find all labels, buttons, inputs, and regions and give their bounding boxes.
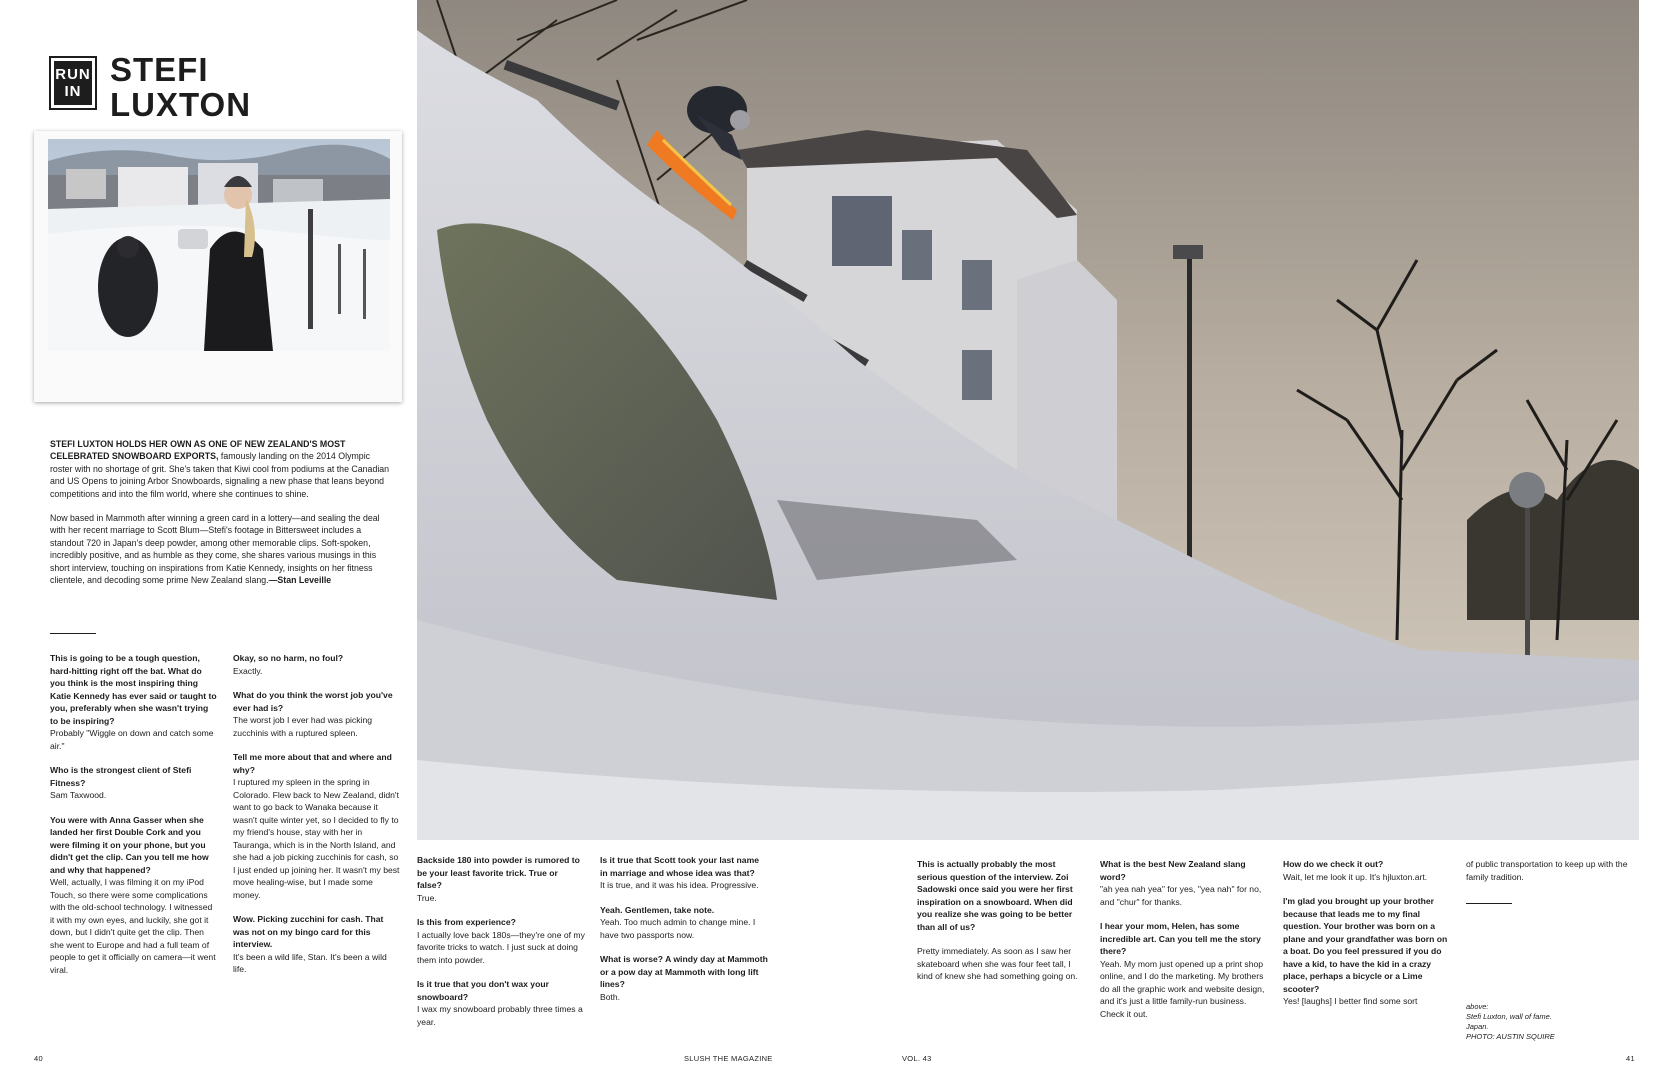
intro-paragraph-1	[50, 438, 390, 500]
title-line-1: STEFI	[110, 51, 209, 88]
question: What is worse? A windy day at Mammoth or a pow day at Mammoth with long lift lines?	[600, 954, 768, 989]
question: This is going to be a tough question, hard-hitting right off the bat. What do you think is the most inspiring thing Katie Kennedy has ever said or taught to you, preferably when she wasn't trying to be inspiring?	[50, 653, 217, 726]
qa-item	[233, 913, 401, 976]
magazine-name: SLUSH THE MAGAZINE	[684, 1054, 773, 1063]
hero-photo	[417, 0, 1639, 840]
caption-line-4: PHOTO: AUSTIN SQUIRE	[1466, 1032, 1555, 1041]
qa-item	[417, 916, 585, 966]
caption-line-1: above:	[1466, 1002, 1489, 1011]
answer: I actually love back 180s—they're one of my favorite tricks to watch. I just suck at doing them into powder.	[417, 929, 585, 965]
answer: I ruptured my spleen in the spring in Colorado. Flew back to New Zealand, didn't want to go back to Wanaka because it wasn't quite winter yet, so I decided to fly to my friend's house, stay with her in Tauranga, which is in the North Island, and she had a job picking zucchinis for cash, so I just ended up joining her. It wasn't my best move healing-wise, but I made some money.	[233, 777, 400, 900]
intro-paragraph-2	[50, 512, 390, 586]
page-number-right: 41	[1626, 1054, 1635, 1063]
divider	[1466, 903, 1512, 904]
question: Backside 180 into powder is rumored to be your least favorite trick. True or false?	[417, 855, 580, 890]
qa-item	[1283, 895, 1451, 1008]
question: Okay, so no harm, no foul?	[233, 653, 344, 663]
answer: True.	[417, 892, 437, 903]
logo-bottom: IN	[64, 83, 82, 100]
polaroid	[34, 131, 402, 402]
question: Tell me more about that and where and why?	[233, 752, 392, 775]
logo-top: RUN	[55, 66, 91, 83]
question: Is it true that Scott took your last name in marriage and whose idea was that?	[600, 855, 760, 878]
qa-item	[233, 751, 401, 901]
answer: I wax my snowboard probably three times a year.	[417, 1004, 583, 1027]
qa-column-3	[417, 854, 585, 1040]
volume-number: VOL. 43	[902, 1054, 932, 1063]
answer: Wait, let me look it up. It's hjluxton.art.	[1283, 871, 1428, 882]
answer: Probably "Wiggle on down and catch some air."	[50, 728, 214, 751]
qa-item	[1466, 858, 1636, 883]
answer: Pretty immediately. As soon as I saw her skateboard when she was four feet tall, I kind of knew she had something going on.	[917, 946, 1078, 981]
qa-column-7	[1283, 858, 1451, 1020]
qa-item	[600, 904, 768, 942]
answer: Exactly.	[233, 665, 263, 676]
page-number-left: 40	[34, 1054, 43, 1063]
qa-column-6	[1100, 858, 1268, 1032]
qa-item	[233, 652, 401, 677]
qa-item	[917, 858, 1085, 983]
question: You were with Anna Gasser when she landed her first Double Cork and you were filming it on your phone, but you didn't get the clip. Can you tell me how and why that happened?	[50, 814, 209, 875]
title-line-2: LUXTON	[110, 86, 252, 123]
qa-item	[233, 689, 401, 739]
qa-item	[1100, 858, 1268, 908]
answer: "ah yea nah yea" for yes, "yea nah" for no, and "chur" for thanks.	[1100, 884, 1262, 907]
question: Yeah. Gentlemen, take note.	[600, 904, 715, 915]
photo-caption	[1466, 1002, 1636, 1042]
answer: Sam Taxwood.	[50, 790, 107, 800]
question: I'm glad you brought up your brother because that leads me to my final question. Your brother was born on a plane and your grandfather was born on a boat. Do you feel pressured if you do have a kid, to have the kid in a crazy place, perhaps a bicycle or a Lime scooter?	[1283, 896, 1448, 994]
intro	[50, 438, 390, 598]
intro-p2: Now based in Mammoth after winning a green card in a lottery—and sealing the deal with her recent marriage to Scott Blum—Stefi's footage in Bittersweet includes a standout 720 in Japan's deep powder, among other memorable clips. Soft-spoken, incredibly positive, and as humble as they come, she shares various musings in this short interview, touching on inspirations from Katie Kennedy, insights on her fitness clientele, and decoding some prime New Zealand slang.	[50, 513, 380, 586]
answer: of public transportation to keep up with the family tradition.	[1466, 859, 1628, 882]
question: Is it true that you don't wax your snowboard?	[417, 979, 549, 1002]
intro-signoff: —Stan Leveille	[268, 575, 332, 586]
question: What do you think the worst job you've ever had is?	[233, 690, 393, 713]
answer: Both.	[600, 991, 621, 1002]
question: Is this from experience?	[417, 917, 516, 927]
page-title	[110, 52, 251, 122]
question: How do we check it out?	[1283, 859, 1384, 869]
intro-lead: STEFI LUXTON HOLDS HER OWN AS ONE OF NEW ZEALAND'S MOST CELEBRATED SNOWBOARD EXPORTS,	[50, 439, 346, 462]
divider	[50, 633, 96, 634]
qa-column-1	[50, 652, 218, 988]
qa-column-5	[917, 858, 1085, 995]
qa-item	[50, 652, 218, 752]
qa-item	[600, 953, 768, 1003]
question: What is the best New Zealand slang word?	[1100, 859, 1246, 882]
qa-item	[50, 814, 218, 977]
caption-line-3: Japan.	[1466, 1022, 1489, 1031]
qa-item	[417, 854, 585, 904]
answer: It is true, and it was his idea. Progressive.	[600, 880, 759, 890]
question: This is actually probably the most serious question of the interview. Zoi Sadowski once said you were her first inspiration on a snowboard. When did you realize she was going to be better than all of us?	[917, 859, 1073, 932]
answer: Yeah. My mom just opened up a print shop online, and I do the marketing. My brothers do all the graphic work and website design, and it's just a little family-run business. Check it out.	[1100, 958, 1265, 1019]
qa-item	[1100, 920, 1268, 1020]
question: Who is the strongest client of Stefi Fitness?	[50, 765, 192, 788]
intro-p1-rest: famously landing on the 2014 Olympic roster with no shortage of grit. She's taken that Kiwi cool from podiums at the Canadian and US Opens to joining Arbor Snowboards, signaling a new phase that leans beyond competitions and into the film world, where she continues to shine.	[50, 451, 390, 499]
question: I hear your mom, Helen, has some incredible art. Can you tell me the story there?	[1100, 921, 1261, 956]
qa-item	[417, 978, 585, 1028]
qa-item	[50, 764, 218, 802]
run-in-logo-icon	[49, 56, 97, 110]
qa-item	[600, 854, 768, 892]
answer: Yeah. Too much admin to change mine. I have two passports now.	[600, 917, 756, 940]
qa-column-8	[1466, 858, 1636, 895]
answer: Well, actually, I was filming it on my iPod Touch, so there were some complications with the old-school technology. I witnessed it with my own eyes, and luckily, she got it down, but I didn't quite get the clip. Then she went to Europe and had a full team of people to get it officially on camera—it went viral.	[50, 877, 216, 975]
qa-item	[1283, 858, 1451, 883]
answer: Yes! [laughs] I better find some sort	[1283, 996, 1418, 1006]
answer: The worst job I ever had was picking zucchinis with a ruptured spleen.	[233, 715, 372, 738]
caption-line-2: Stefi Luxton, wall of fame.	[1466, 1012, 1552, 1021]
question: Wow. Picking zucchini for cash. That was not on my bingo card for this interview.	[233, 914, 384, 949]
qa-column-4	[600, 854, 768, 1015]
polaroid-photo	[48, 139, 390, 351]
answer: It's been a wild life, Stan. It's been a wild life.	[233, 951, 387, 974]
qa-column-2	[233, 652, 401, 988]
